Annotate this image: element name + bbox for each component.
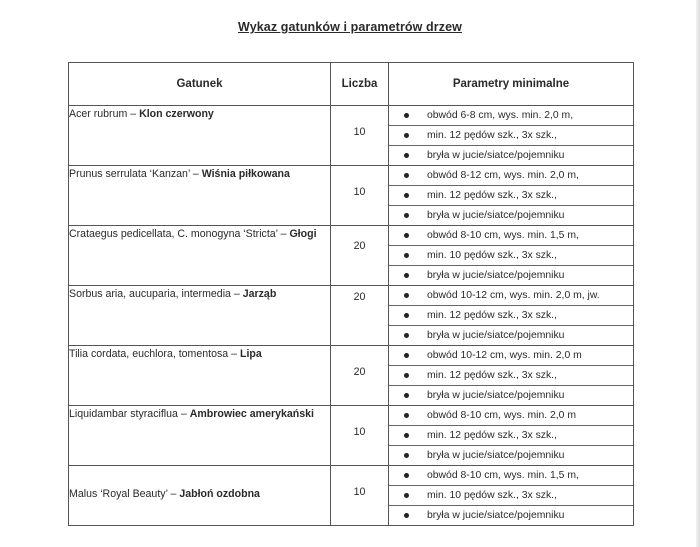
param-item	[389, 445, 633, 465]
species-cell	[69, 406, 331, 466]
param-item	[389, 286, 633, 305]
species-latin: Tilia cordata, euchlora, tomentosa –	[69, 348, 240, 360]
param-text: min. 12 pędów szk., 3x szk.,	[427, 370, 557, 381]
species-latin: Malus ‘Royal Beauty’ –	[69, 488, 180, 500]
species-latin: Prunus serrulata ‘Kanzan’ –	[69, 168, 202, 180]
param-text: bryła w jucie/siatce/pojemniku	[427, 510, 565, 521]
params-cell	[389, 466, 634, 526]
species-latin: Crataegus pedicellata, C. monogyna ‘Stricta’ –	[69, 228, 290, 240]
params-list	[389, 226, 633, 285]
param-item	[389, 406, 633, 425]
param-item	[389, 466, 633, 485]
species-table	[68, 62, 634, 526]
param-text: bryła w jucie/siatce/pojemniku	[427, 330, 565, 341]
bullet-icon	[404, 473, 409, 478]
param-text: obwód 8-10 cm, wys. min. 2,0 m	[427, 410, 576, 421]
bullet-icon	[404, 313, 409, 318]
header-species: Gatunek	[69, 63, 331, 106]
bullet-icon	[404, 153, 409, 158]
species-latin: Sorbus aria, aucuparia, intermedia –	[69, 288, 243, 300]
table-row	[69, 286, 634, 346]
bullet-icon	[404, 513, 409, 518]
bullet-icon	[404, 453, 409, 458]
bullet-icon	[404, 233, 409, 238]
bullet-icon	[404, 113, 409, 118]
params-list	[389, 406, 633, 465]
bullet-icon	[404, 373, 409, 378]
species-common: Głogi	[289, 228, 317, 240]
param-text: obwód 10-12 cm, wys. min. 2,0 m, jw.	[427, 290, 600, 301]
param-item	[389, 125, 633, 145]
params-list	[389, 166, 633, 225]
species-common: Ambrowiec amerykański	[189, 408, 314, 420]
bullet-icon	[404, 493, 409, 498]
count-cell: 10	[331, 406, 389, 466]
species-cell	[69, 346, 331, 406]
document-title: Wykaz gatunków i parametrów drzew	[238, 20, 462, 34]
param-text: min. 10 pędów szk., 3x szk.,	[427, 490, 557, 501]
param-text: bryła w jucie/siatce/pojemniku	[427, 270, 565, 281]
species-common: Lipa	[239, 348, 262, 360]
table-row	[69, 466, 634, 526]
param-text: min. 10 pędów szk., 3x szk.,	[427, 250, 557, 261]
bullet-icon	[404, 433, 409, 438]
param-item	[389, 305, 633, 325]
param-item	[389, 265, 633, 285]
param-text: obwód 10-12 cm, wys. min. 2,0 m	[427, 350, 582, 361]
count-cell: 10	[331, 466, 389, 526]
species-common: Jarząb	[242, 288, 277, 300]
param-item	[389, 166, 633, 185]
param-text: obwód 6-8 cm, wys. min. 2,0 m,	[427, 110, 574, 121]
species-cell	[69, 226, 331, 286]
param-item	[389, 385, 633, 405]
bullet-icon	[404, 333, 409, 338]
params-cell	[389, 106, 634, 166]
params-list	[389, 346, 633, 405]
param-text: min. 12 pędów szk., 3x szk.,	[427, 430, 557, 441]
header-params: Parametry minimalne	[389, 63, 634, 106]
table-row	[69, 406, 634, 466]
param-item	[389, 325, 633, 345]
param-text: min. 12 pędów szk., 3x szk.,	[427, 310, 557, 321]
param-item	[389, 145, 633, 165]
table-row	[69, 106, 634, 166]
params-cell	[389, 406, 634, 466]
param-item	[389, 106, 633, 125]
params-list	[389, 286, 633, 345]
param-item	[389, 485, 633, 505]
page-edge	[696, 0, 700, 547]
params-cell	[389, 226, 634, 286]
bullet-icon	[404, 353, 409, 358]
bullet-icon	[404, 253, 409, 258]
param-text: obwód 8-10 cm, wys. min. 1,5 m,	[427, 470, 579, 481]
count-cell: 20	[331, 346, 389, 406]
bullet-icon	[404, 413, 409, 418]
param-item	[389, 425, 633, 445]
count-cell: 20	[331, 226, 389, 286]
count-cell: 20	[331, 286, 389, 346]
param-item	[389, 185, 633, 205]
species-cell	[69, 466, 331, 526]
species-latin: Liquidambar styraciflua –	[69, 408, 190, 420]
table-row	[69, 166, 634, 226]
species-latin: Acer rubrum –	[69, 108, 140, 120]
param-item	[389, 205, 633, 225]
species-common: Wiśnia piłkowana	[201, 168, 290, 180]
param-item	[389, 226, 633, 245]
params-cell	[389, 166, 634, 226]
param-text: min. 12 pędów szk., 3x szk.,	[427, 130, 557, 141]
species-common: Jabłoń ozdobna	[179, 488, 260, 500]
params-list	[389, 466, 633, 525]
bullet-icon	[404, 173, 409, 178]
param-text: bryła w jucie/siatce/pojemniku	[427, 150, 565, 161]
table-row	[69, 226, 634, 286]
header-count: Liczba	[331, 63, 389, 106]
table-row	[69, 346, 634, 406]
param-text: bryła w jucie/siatce/pojemniku	[427, 390, 565, 401]
param-item	[389, 245, 633, 265]
bullet-icon	[404, 393, 409, 398]
bullet-icon	[404, 273, 409, 278]
param-text: obwód 8-10 cm, wys. min. 1,5 m,	[427, 230, 579, 241]
param-text: obwód 8-12 cm, wys. min. 2,0 m,	[427, 170, 579, 181]
table-header-row	[69, 63, 634, 106]
count-cell: 10	[331, 106, 389, 166]
bullet-icon	[404, 193, 409, 198]
bullet-icon	[404, 293, 409, 298]
params-list	[389, 106, 633, 165]
params-cell	[389, 346, 634, 406]
species-cell	[69, 286, 331, 346]
param-text: min. 12 pędów szk., 3x szk.,	[427, 190, 557, 201]
species-cell	[69, 166, 331, 226]
params-cell	[389, 286, 634, 346]
param-item	[389, 505, 633, 525]
bullet-icon	[404, 213, 409, 218]
param-item	[389, 365, 633, 385]
count-cell: 10	[331, 166, 389, 226]
param-text: bryła w jucie/siatce/pojemniku	[427, 450, 565, 461]
species-common: Klon czerwony	[139, 108, 214, 120]
param-text: bryła w jucie/siatce/pojemniku	[427, 210, 565, 221]
bullet-icon	[404, 133, 409, 138]
species-cell	[69, 106, 331, 166]
param-item	[389, 346, 633, 365]
